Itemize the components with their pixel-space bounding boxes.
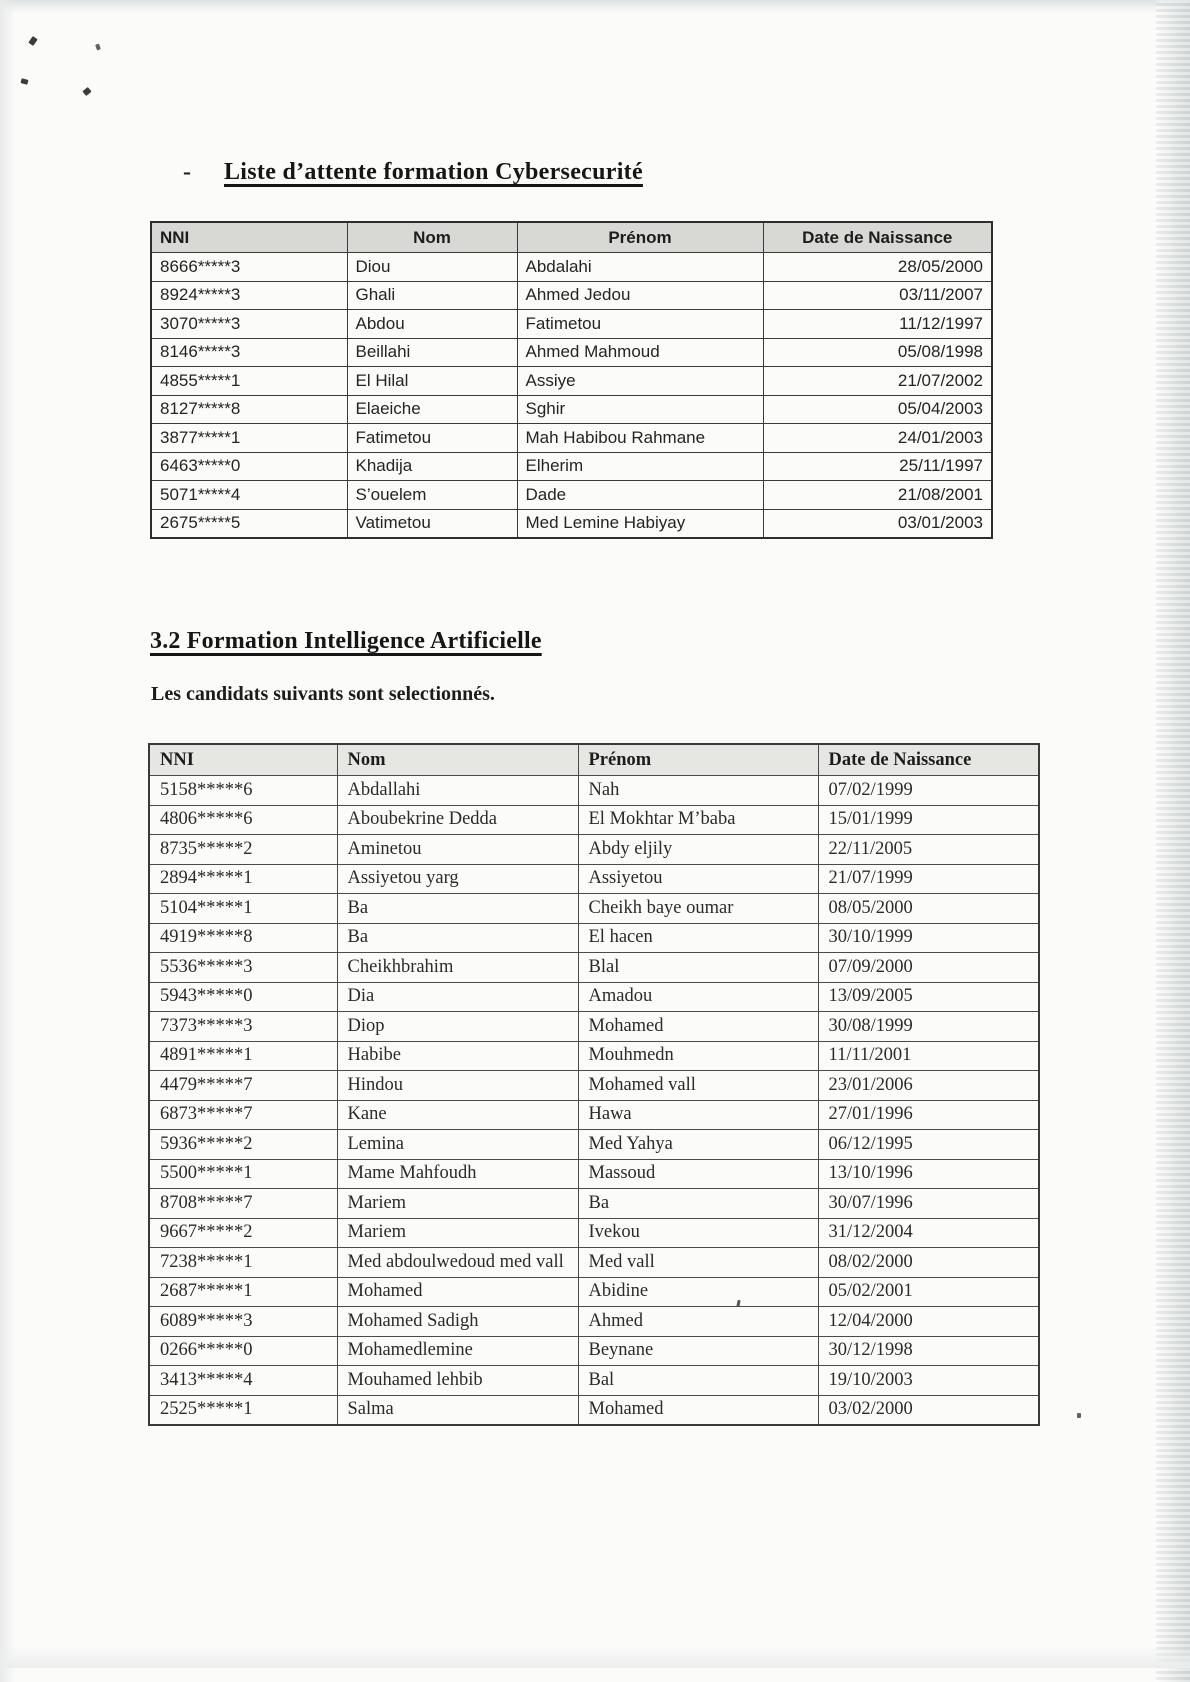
list-dash: - xyxy=(183,159,191,185)
table-row xyxy=(149,1130,1039,1160)
nom-cell: Abdou xyxy=(347,310,517,339)
column-header-date: Date de Naissance xyxy=(818,744,1039,776)
prenom-cell: Beynane xyxy=(578,1336,818,1366)
table-header-row xyxy=(151,222,992,253)
nni-cell: 8146*****3 xyxy=(151,338,347,367)
table-row xyxy=(149,1366,1039,1396)
column-header-nni: NNI xyxy=(149,744,337,776)
prenom-cell: Ahmed Mahmoud xyxy=(517,338,763,367)
ai-training-selection-table xyxy=(148,743,1040,1426)
nni-cell: 4919*****8 xyxy=(149,923,337,953)
cybersecurity-waitlist-table xyxy=(150,221,993,539)
nni-cell: 2525*****1 xyxy=(149,1395,337,1425)
section-intro: Les candidats suivants sont selectionnés. xyxy=(151,683,495,705)
prenom-cell: Cheikh baye oumar xyxy=(578,894,818,924)
date-cell: 30/08/1999 xyxy=(818,1012,1039,1042)
column-header-nom: Nom xyxy=(347,222,517,253)
prenom-cell: Abdy eljily xyxy=(578,835,818,865)
nom-cell: Diop xyxy=(337,1012,578,1042)
prenom-cell: Massoud xyxy=(578,1159,818,1189)
column-header-prenom: Prénom xyxy=(517,222,763,253)
table-row xyxy=(149,1336,1039,1366)
nni-cell: 4479*****7 xyxy=(149,1071,337,1101)
date-cell: 11/12/1997 xyxy=(763,310,992,339)
nni-cell: 5943*****0 xyxy=(149,982,337,1012)
nni-cell: 2675*****5 xyxy=(151,509,347,538)
date-cell: 05/08/1998 xyxy=(763,338,992,367)
date-cell: 21/07/2002 xyxy=(763,367,992,396)
table-row xyxy=(151,395,992,424)
scan-edge-right xyxy=(1156,0,1190,1682)
table-row xyxy=(149,805,1039,835)
table-row xyxy=(151,253,992,282)
nom-cell: Med abdoulwedoud med vall xyxy=(337,1248,578,1278)
nom-cell: Aboubekrine Dedda xyxy=(337,805,578,835)
table-row xyxy=(149,1100,1039,1130)
table-row xyxy=(149,1159,1039,1189)
scan-edge-bottom-shadow xyxy=(0,1646,1190,1668)
nom-cell: S’ouelem xyxy=(347,481,517,510)
prenom-cell: Ba xyxy=(578,1189,818,1219)
date-cell: 22/11/2005 xyxy=(818,835,1039,865)
prenom-cell: Assiye xyxy=(517,367,763,396)
date-cell: 19/10/2003 xyxy=(818,1366,1039,1396)
nni-cell: 8127*****8 xyxy=(151,395,347,424)
prenom-cell: Amadou xyxy=(578,982,818,1012)
prenom-cell: Dade xyxy=(517,481,763,510)
table-row xyxy=(149,1041,1039,1071)
nom-cell: Ghali xyxy=(347,281,517,310)
nni-cell: 6463*****0 xyxy=(151,452,347,481)
nni-cell: 0266*****0 xyxy=(149,1336,337,1366)
column-header-nom: Nom xyxy=(337,744,578,776)
prenom-cell: El Mokhtar M’baba xyxy=(578,805,818,835)
prenom-cell: Sghir xyxy=(517,395,763,424)
nom-cell: Elaeiche xyxy=(347,395,517,424)
scan-speck xyxy=(82,87,91,96)
nni-cell: 4891*****1 xyxy=(149,1041,337,1071)
date-cell: 23/01/2006 xyxy=(818,1071,1039,1101)
nni-cell: 2687*****1 xyxy=(149,1277,337,1307)
scan-edge-left xyxy=(0,0,16,1682)
date-cell: 15/01/1999 xyxy=(818,805,1039,835)
date-cell: 03/01/2003 xyxy=(763,509,992,538)
nom-cell: El Hilal xyxy=(347,367,517,396)
prenom-cell: Med Lemine Habiyay xyxy=(517,509,763,538)
table-row xyxy=(151,481,992,510)
nni-cell: 8735*****2 xyxy=(149,835,337,865)
prenom-cell: Med vall xyxy=(578,1248,818,1278)
nni-cell: 8666*****3 xyxy=(151,253,347,282)
nom-cell: Salma xyxy=(337,1395,578,1425)
table-row xyxy=(149,1071,1039,1101)
nni-cell: 2894*****1 xyxy=(149,864,337,894)
nni-cell: 8924*****3 xyxy=(151,281,347,310)
date-cell: 07/02/1999 xyxy=(818,776,1039,806)
prenom-cell: Blal xyxy=(578,953,818,983)
date-cell: 28/05/2000 xyxy=(763,253,992,282)
nom-cell: Mouhamed lehbib xyxy=(337,1366,578,1396)
table-row xyxy=(151,338,992,367)
table-row xyxy=(151,424,992,453)
nom-cell: Fatimetou xyxy=(347,424,517,453)
table-row xyxy=(149,1012,1039,1042)
scan-speck xyxy=(95,43,101,50)
nom-cell: Abdallahi xyxy=(337,776,578,806)
nom-cell: Mohamedlemine xyxy=(337,1336,578,1366)
nom-cell: Lemina xyxy=(337,1130,578,1160)
table-row xyxy=(149,953,1039,983)
date-cell: 30/12/1998 xyxy=(818,1336,1039,1366)
nom-cell: Mariem xyxy=(337,1218,578,1248)
date-cell: 11/11/2001 xyxy=(818,1041,1039,1071)
nni-cell: 9667*****2 xyxy=(149,1218,337,1248)
prenom-cell: Ivekou xyxy=(578,1218,818,1248)
table-row xyxy=(149,1189,1039,1219)
nni-cell: 5936*****2 xyxy=(149,1130,337,1160)
table-row xyxy=(149,835,1039,865)
nom-cell: Vatimetou xyxy=(347,509,517,538)
nni-cell: 4855*****1 xyxy=(151,367,347,396)
date-cell: 07/09/2000 xyxy=(818,953,1039,983)
nni-cell: 7238*****1 xyxy=(149,1248,337,1278)
prenom-cell: Mohamed vall xyxy=(578,1071,818,1101)
table-row xyxy=(149,864,1039,894)
nni-cell: 5158*****6 xyxy=(149,776,337,806)
date-cell: 05/04/2003 xyxy=(763,395,992,424)
table-row xyxy=(149,1307,1039,1337)
prenom-cell: Bal xyxy=(578,1366,818,1396)
table-row xyxy=(149,894,1039,924)
nom-cell: Khadija xyxy=(347,452,517,481)
nom-cell: Mame Mahfoudh xyxy=(337,1159,578,1189)
nom-cell: Cheikhbrahim xyxy=(337,953,578,983)
nni-cell: 3070*****3 xyxy=(151,310,347,339)
nni-cell: 8708*****7 xyxy=(149,1189,337,1219)
nom-cell: Dia xyxy=(337,982,578,1012)
scan-speck xyxy=(1077,1413,1081,1418)
nni-cell: 3877*****1 xyxy=(151,424,347,453)
date-cell: 27/01/1996 xyxy=(818,1100,1039,1130)
date-cell: 08/02/2000 xyxy=(818,1248,1039,1278)
prenom-cell: Abdalahi xyxy=(517,253,763,282)
scan-edge-bottom-bar xyxy=(0,1668,1190,1682)
nni-cell: 6089*****3 xyxy=(149,1307,337,1337)
date-cell: 03/11/2007 xyxy=(763,281,992,310)
table-header-row xyxy=(149,744,1039,776)
prenom-cell: Mohamed xyxy=(578,1012,818,1042)
nom-cell: Ba xyxy=(337,894,578,924)
prenom-cell: Mah Habibou Rahmane xyxy=(517,424,763,453)
nni-cell: 5536*****3 xyxy=(149,953,337,983)
table-row xyxy=(151,367,992,396)
nom-cell: Mariem xyxy=(337,1189,578,1219)
waitlist-title: Liste d’attente formation Cybersecurité xyxy=(224,159,643,185)
date-cell: 31/12/2004 xyxy=(818,1218,1039,1248)
prenom-cell: Med Yahya xyxy=(578,1130,818,1160)
table-row xyxy=(151,310,992,339)
nni-cell: 5104*****1 xyxy=(149,894,337,924)
scan-edge-top xyxy=(0,0,1190,13)
nom-cell: Kane xyxy=(337,1100,578,1130)
prenom-cell: El hacen xyxy=(578,923,818,953)
nni-cell: 7373*****3 xyxy=(149,1012,337,1042)
column-header-date: Date de Naissance xyxy=(763,222,992,253)
prenom-cell: Ahmed xyxy=(578,1307,818,1337)
prenom-cell: Hawa xyxy=(578,1100,818,1130)
date-cell: 21/08/2001 xyxy=(763,481,992,510)
date-cell: 30/07/1996 xyxy=(818,1189,1039,1219)
table-row xyxy=(151,281,992,310)
nom-cell: Diou xyxy=(347,253,517,282)
date-cell: 21/07/1999 xyxy=(818,864,1039,894)
nni-cell: 6873*****7 xyxy=(149,1100,337,1130)
scan-speck xyxy=(28,36,38,46)
waitlist-title-row xyxy=(183,159,643,186)
table-row xyxy=(149,1248,1039,1278)
table-row xyxy=(149,776,1039,806)
date-cell: 24/01/2003 xyxy=(763,424,992,453)
nni-cell: 3413*****4 xyxy=(149,1366,337,1396)
prenom-cell: Abidine xyxy=(578,1277,818,1307)
prenom-cell: Assiyetou xyxy=(578,864,818,894)
nni-cell: 4806*****6 xyxy=(149,805,337,835)
date-cell: 25/11/1997 xyxy=(763,452,992,481)
table-row xyxy=(151,509,992,538)
column-header-nni: NNI xyxy=(151,222,347,253)
nom-cell: Aminetou xyxy=(337,835,578,865)
prenom-cell: Mouhmedn xyxy=(578,1041,818,1071)
nom-cell: Mohamed Sadigh xyxy=(337,1307,578,1337)
nni-cell: 5071*****4 xyxy=(151,481,347,510)
nom-cell: Habibe xyxy=(337,1041,578,1071)
date-cell: 30/10/1999 xyxy=(818,923,1039,953)
prenom-cell: Elherim xyxy=(517,452,763,481)
date-cell: 06/12/1995 xyxy=(818,1130,1039,1160)
nom-cell: Assiyetou yarg xyxy=(337,864,578,894)
table-row xyxy=(149,1277,1039,1307)
scan-speck xyxy=(20,78,28,85)
column-header-prenom: Prénom xyxy=(578,744,818,776)
date-cell: 05/02/2001 xyxy=(818,1277,1039,1307)
date-cell: 13/09/2005 xyxy=(818,982,1039,1012)
nom-cell: Hindou xyxy=(337,1071,578,1101)
date-cell: 13/10/1996 xyxy=(818,1159,1039,1189)
nom-cell: Beillahi xyxy=(347,338,517,367)
nom-cell: Ba xyxy=(337,923,578,953)
date-cell: 12/04/2000 xyxy=(818,1307,1039,1337)
table-row xyxy=(149,1218,1039,1248)
table-row xyxy=(151,452,992,481)
prenom-cell: Mohamed xyxy=(578,1395,818,1425)
table-row xyxy=(149,923,1039,953)
section-heading: 3.2 Formation Intelligence Artificielle xyxy=(150,628,542,654)
date-cell: 08/05/2000 xyxy=(818,894,1039,924)
date-cell: 03/02/2000 xyxy=(818,1395,1039,1425)
table-row xyxy=(149,982,1039,1012)
table-row xyxy=(149,1395,1039,1425)
prenom-cell: Nah xyxy=(578,776,818,806)
nni-cell: 5500*****1 xyxy=(149,1159,337,1189)
prenom-cell: Fatimetou xyxy=(517,310,763,339)
nom-cell: Mohamed xyxy=(337,1277,578,1307)
prenom-cell: Ahmed Jedou xyxy=(517,281,763,310)
